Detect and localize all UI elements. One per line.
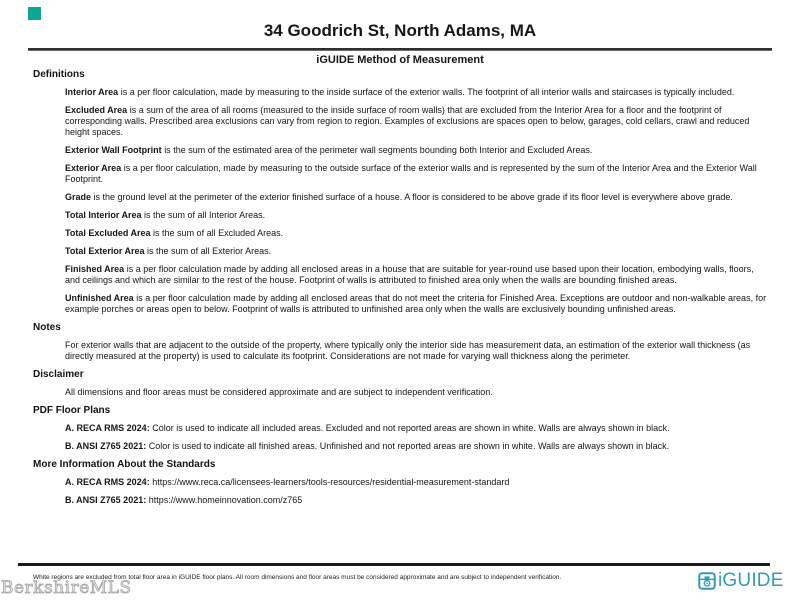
definition-item <box>65 210 770 221</box>
definition-item <box>65 192 770 203</box>
standard-link-item <box>65 477 770 488</box>
notes-text: For exterior walls that are adjacent to the outside of the property, where typically only the interior side has measurement data, an estimation of the exterior wall thickness (as directly measured at the property) is used to calculate its footprint. Considerations are not made for varying wall thickness along the perimeter. <box>65 340 751 361</box>
definition-term: Interior Area <box>65 87 119 97</box>
definition-term: Total Interior Area <box>65 210 142 220</box>
teal-corner-marker <box>28 7 41 20</box>
footer-divider <box>18 563 770 566</box>
definition-text: is the sum of all Exterior Areas. <box>147 246 272 256</box>
definition-item <box>65 163 770 185</box>
document-subtitle: iGUIDE Method of Measurement <box>316 54 484 66</box>
iguide-logo-text: iGUIDE <box>718 570 784 591</box>
definition-term: Total Exterior Area <box>65 246 145 256</box>
definition-text: is the ground level at the perimeter of the exterior finished surface of a house. A floor is considered to be above grade if its floor level is everywhere above grade. <box>93 192 733 202</box>
disclaimer-text: All dimensions and floor areas must be considered approximate and are subject to independent verification. <box>65 387 493 397</box>
definition-item <box>65 246 770 257</box>
definition-item <box>65 264 770 286</box>
definition-text: is the sum of all Excluded Areas. <box>153 228 284 238</box>
standard-url: https://www.homeinnovation.com/z765 <box>148 495 303 505</box>
standard-url: https://www.reca.ca/licensees-learners/tools-resources/residential-measurement-standard <box>152 477 510 487</box>
section-heading-more-information: More Information About the Standards <box>33 459 216 470</box>
section-heading-notes: Notes <box>33 322 61 333</box>
standard-text: Color is used to indicate all included areas. Excluded and not reported areas are shown in white. Walls are always shown in black. <box>152 423 670 433</box>
standard-text: Color is used to indicate all finished areas. Unfinished and not reported areas are shown in white. Walls are always shown in black. <box>148 441 670 451</box>
definition-item <box>65 87 770 98</box>
standard-item <box>65 441 770 452</box>
definition-text: is a per floor calculation, made by measuring to the inside surface of the exterior walls. The footprint of all interior walls and staircases is typically included. <box>120 87 735 97</box>
definition-item <box>65 145 770 156</box>
definition-term: Unfinished Area <box>65 293 134 303</box>
definition-term: Finished Area <box>65 264 125 274</box>
standard-term: A. RECA RMS 2024: <box>65 423 150 433</box>
standard-term: B. ANSI Z765 2021: <box>65 495 147 505</box>
iguide-logo <box>698 571 784 590</box>
title-divider <box>28 48 772 51</box>
definition-item <box>65 105 770 138</box>
iguide-camera-box-icon <box>698 572 716 590</box>
definition-term: Exterior Area <box>65 163 122 173</box>
definition-term: Grade <box>65 192 92 202</box>
definition-text: is a sum of the area of all rooms (measured to the inside surface of room walls) that are excluded from the Interior Area for a floor and the footprint of corresponding walls. Prescribed area exclusions can vary from region to region. Examples of exclusions are spaces open to below, garages, cold cellars, crawl and reduced height spaces. <box>65 105 750 137</box>
section-heading-pdf-floor-plans: PDF Floor Plans <box>33 405 111 416</box>
definition-term: Excluded Area <box>65 105 128 115</box>
definition-text: is the sum of all Interior Areas. <box>144 210 266 220</box>
definition-term: Exterior Wall Footprint <box>65 145 162 155</box>
definition-text: is the sum of the estimated area of the perimeter wall segments bounding both Interior and Excluded Areas. <box>164 145 593 155</box>
standard-item <box>65 423 770 434</box>
standard-term: A. RECA RMS 2024: <box>65 477 150 487</box>
standard-term: B. ANSI Z765 2021: <box>65 441 147 451</box>
berkshire-mls-watermark: BerkshireMLS <box>1 578 132 598</box>
footer-disclaimer-text: White regions are excluded from total floor area in iGUIDE floor plans. All room dimensions and floor areas must be considered approximate and are subject to independent verification. <box>33 574 562 581</box>
definition-text: is a per floor calculation made by adding all enclosed areas in a house that are suitable for year-round use based upon their location, embodying walls, floors, and ceilings and which are similar to the rest of the house. Footprint of walls is attributed to finished area only when the walls are bounding finished areas. <box>65 264 754 285</box>
definition-item <box>65 293 770 315</box>
page-title: 34 Goodrich St, North Adams, MA <box>263 21 537 40</box>
definition-item <box>65 228 770 239</box>
definition-text: is a per floor calculation made by adding all enclosed areas that do not meet the criteria for Finished Area. Exceptions are outdoor and non-walkable areas, for example porches or areas open to below. Footprint of walls is attributed to unfinished area only when the walls are exclusively bounding unfinished areas. <box>65 293 767 314</box>
definition-term: Total Excluded Area <box>65 228 151 238</box>
standard-link-item <box>65 495 770 506</box>
section-heading-definitions: Definitions <box>33 69 85 80</box>
section-heading-disclaimer: Disclaimer <box>33 369 84 380</box>
definition-text: is a per floor calculation, made by measuring to the outside surface of the exterior walls and is represented by the sum of the Interior Area and the Exterior Wall Footprint. <box>65 163 757 184</box>
